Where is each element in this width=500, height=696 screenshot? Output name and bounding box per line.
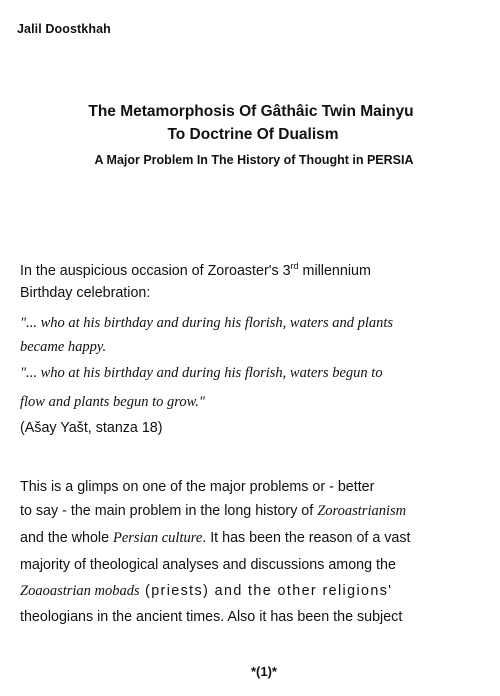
paragraph-line-4: majority of theological analyses and discussions among the — [20, 557, 396, 573]
title-block — [0, 100, 500, 170]
quote-2-line-1: "... who at his birthday and during his florish, waters begun to — [20, 365, 383, 381]
author-name: Jalil Doostkhah — [17, 22, 111, 36]
subtitle: A Major Problem In The History of Thought in PERSIA — [94, 153, 414, 167]
paragraph-line-3 — [20, 530, 411, 547]
title-line-1: The Metamorphosis Of Gâthâic Twin Mainyu — [88, 103, 414, 120]
intro-line-1-suffix: millennium — [298, 263, 371, 279]
paragraph-line-6: theologians in the ancient times. Also it has been the subject — [20, 609, 403, 625]
paragraph-line-2-text: to say - the main problem in the long history of — [20, 503, 318, 519]
paragraph-line-5-text: (priests) and the other religions' — [139, 583, 393, 599]
emphasis-zoroastrianism: Zoroastrianism — [317, 503, 407, 519]
paragraph-line-2 — [20, 503, 406, 520]
paragraph-line-1: This is a glimps on one of the major problems or - better — [20, 479, 375, 495]
intro-line-1-prefix: In the auspicious occasion of Zoroaster's 3 — [20, 263, 291, 279]
quote-2-line-2: flow and plants begun to grow." — [20, 394, 205, 410]
intro-line-2: Birthday celebration: — [20, 285, 151, 301]
quote-citation: (Ašay Yašt, stanza 18) — [20, 420, 163, 436]
intro-line-1 — [20, 261, 371, 279]
quote-1-line-1: "... who at his birthday and during his florish, waters and plants — [20, 315, 394, 331]
paragraph-line-3-text-a: and the whole — [20, 530, 113, 546]
emphasis-zoroastrian-mobads: Zoaoastrian mobads — [20, 583, 140, 599]
title-line-2: To Doctrine Of Dualism — [167, 126, 339, 143]
emphasis-persian-culture: Persian culture — [113, 530, 203, 546]
quote-1-line-2: became happy. — [20, 339, 107, 355]
paragraph-line-5 — [20, 583, 392, 600]
paragraph-line-3-text-b: . It has been the reason of a vast — [202, 530, 411, 546]
page-number: *(1)* — [250, 664, 277, 679]
ordinal-superscript: rd — [290, 261, 299, 271]
